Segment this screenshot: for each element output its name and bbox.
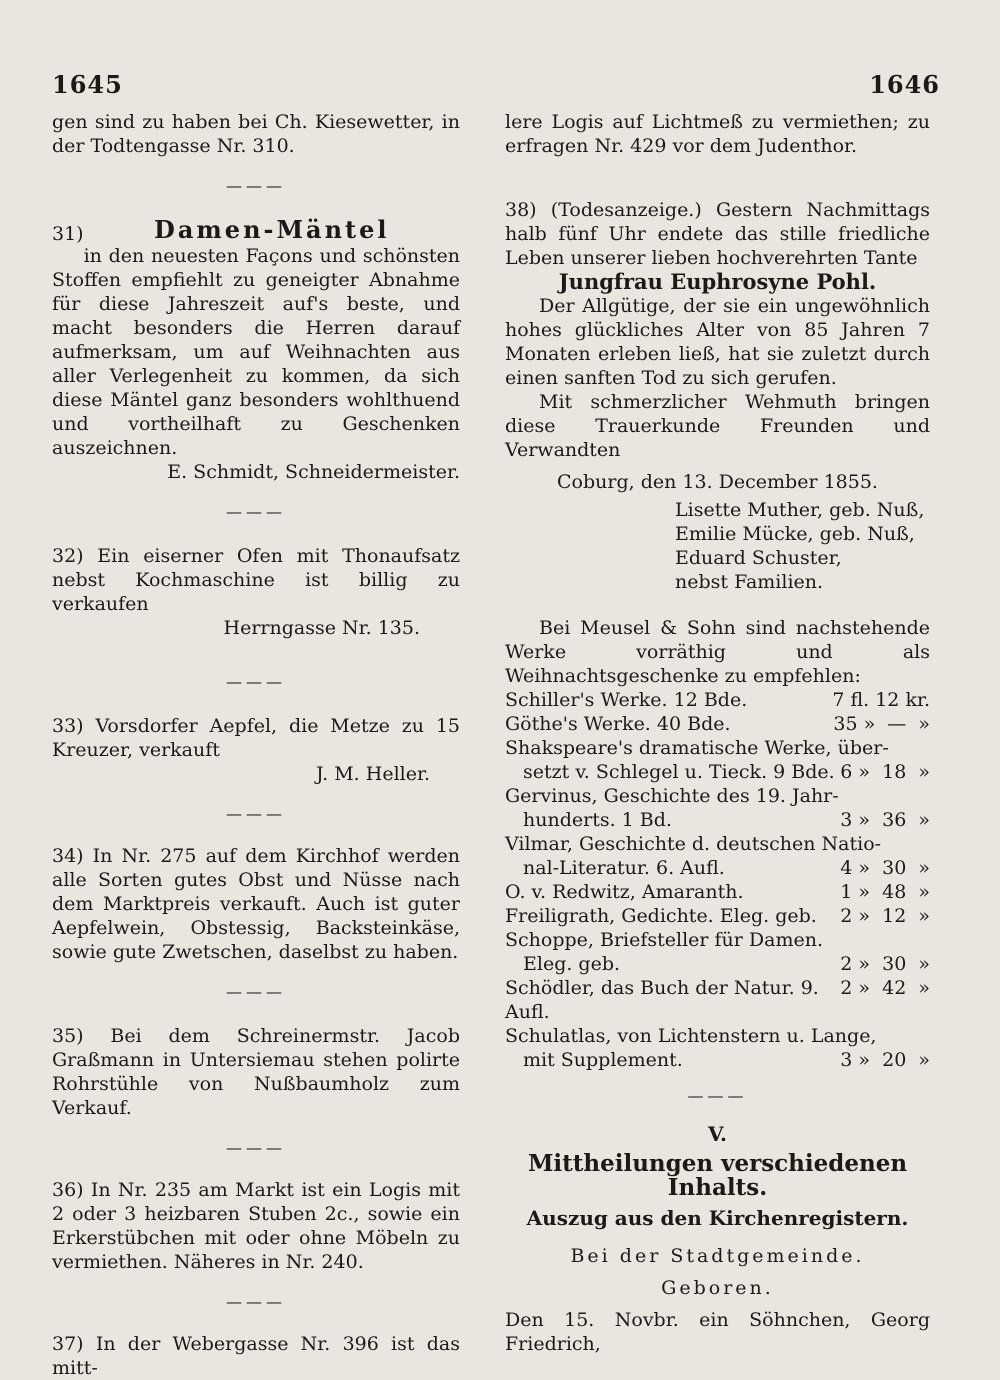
continuation-text: gen sind zu haben bei Ch. Kiesewetter, in der Todtengasse Nr. 310.	[52, 111, 460, 157]
separator: ———	[226, 502, 286, 521]
ad-33	[52, 714, 460, 786]
book-price: 7 fl. 12 kr.	[832, 689, 930, 711]
section-number: V.	[708, 1122, 727, 1146]
book-price: 2 » 42 »	[840, 977, 930, 999]
section-subheading: Auszug aus den Kirchenregistern.	[526, 1206, 909, 1230]
separator: ———	[226, 672, 286, 691]
separator: ———	[226, 1292, 286, 1311]
place-date: Coburg, den 13. December 1855.	[557, 471, 878, 493]
separator: ———	[226, 982, 286, 1001]
book-row	[505, 928, 930, 952]
book-price: 2 » 12 »	[840, 905, 930, 927]
book-row	[505, 1048, 930, 1072]
separator: ———	[687, 1086, 748, 1105]
ad-32	[52, 544, 460, 640]
ad-body: 33) Vorsdorfer Aepfel, die Metze zu 15 Kreuzer, verkauft	[52, 715, 460, 761]
ad-signature: E. Schmidt, Schneidermeister.	[167, 461, 460, 483]
book-title: Shakspeare's dramatische Werke, über-	[505, 737, 889, 759]
book-price: 3 » 20 »	[840, 1049, 930, 1071]
book-row	[505, 976, 930, 1024]
ad-34: 34) In Nr. 275 auf dem Kirchhof werden alle Sorten gutes Obst und Nüsse nach dem Marktpreis verkauft. Auch ist guter Aepfelwein, Obstessig, Backsteinkäse, sowie gute Zwetschen, daselbst zu haben.	[52, 845, 460, 963]
ad-body: 38) (Todesanzeige.) Gestern Nachmittags halb fünf Uhr endete das stille friedliche Leben unserer lieben hochverehrten Tante	[505, 199, 930, 269]
book-list-intro: Bei Meusel & Sohn sind nachstehende Werke vorräthig und als Weihnachtsgeschenke zu empfehlen:	[505, 617, 930, 687]
book-title: Eleg. geb.	[523, 953, 621, 975]
book-title: Göthe's Werke. 40 Bde.	[505, 713, 731, 735]
book-row	[505, 736, 930, 760]
book-price: 6 » 18 »	[840, 761, 930, 783]
ad-35: 35) Bei dem Schreinermstr. Jacob Graßmann in Untersiemau stehen polirte Rohrstühle von Nußbaumholz zum Verkauf.	[52, 1025, 460, 1119]
separator: ———	[226, 804, 286, 823]
book-title: setzt v. Schlegel u. Tieck. 9 Bde.	[523, 761, 835, 783]
separator: ———	[226, 1138, 286, 1157]
ad-36: 36) In Nr. 235 am Markt ist ein Logis mit 2 oder 3 heizbaren Stuben 2c., sowie ein Erkerstübchen mit oder ohne Möbeln zu vermiethen. Näheres in Nr. 240.	[52, 1179, 460, 1273]
book-row	[505, 952, 930, 976]
book-title: hunderts. 1 Bd.	[523, 809, 672, 831]
book-title: Freiligrath, Gedichte. Eleg. geb.	[505, 905, 817, 927]
ad-number: 31)	[52, 223, 84, 245]
ad-body: 32) Ein eiserner Ofen mit Thonaufsatz nebst Kochmaschine ist billig zu verkaufen	[52, 545, 460, 615]
book-row	[505, 784, 930, 808]
left-column	[52, 110, 460, 1380]
book-price: 2 » 30 »	[840, 953, 930, 975]
book-price: 35 » — »	[833, 713, 930, 735]
book-title: Schödler, das Buch der Natur. 9. Aufl.	[505, 977, 819, 1023]
book-row	[505, 856, 930, 880]
separator: ———	[226, 176, 286, 195]
continuation-text: lere Logis auf Lichtmeß zu vermiethen; zu erfragen Nr. 429 vor dem Judenthor.	[505, 111, 930, 157]
ad-body-3: Mit schmerzlicher Wehmuth bringen diese Trauerkunde Freunden und Verwandten	[505, 391, 930, 461]
book-title: Schoppe, Briefsteller für Damen.	[505, 929, 824, 951]
ad-body-2: Der Allgütige, der sie ein ungewöhnlich hohes glückliches Alter von 85 Jahren 7 Monaten erleben ließ, hat sie zuletzt durch einen sanften Tod zu sich gerufen.	[505, 295, 930, 389]
book-row	[505, 1024, 930, 1048]
right-column	[505, 110, 930, 1356]
ad-signature: J. M. Heller.	[316, 763, 430, 785]
signer: Eduard Schuster,	[675, 547, 842, 569]
signer: nebst Familien.	[675, 571, 824, 593]
book-title: Schiller's Werke. 12 Bde.	[505, 689, 748, 711]
book-title: mit Supplement.	[523, 1049, 683, 1071]
book-row	[505, 904, 930, 928]
born-heading: Geboren.	[661, 1277, 774, 1299]
signer: Emilie Mücke, geb. Nuß,	[675, 523, 915, 545]
book-price: 3 » 36 »	[840, 809, 930, 831]
signer: Lisette Muther, geb. Nuß,	[675, 499, 925, 521]
ad-31	[52, 215, 460, 484]
ad-body: in den neuesten Façons und schönsten Stoffen empfiehlt zu geneigter Abnahme für diese Jahreszeit auf's beste, und macht besonders die Herren darauf aufmerksam, um auf Weihnachten aus aller Verlegenheit zu kommen, da sich diese Mäntel ganz besonders wohlthuend und vortheilhaft zu Geschenken auszeichnen.	[52, 245, 460, 459]
ad-title: Damen-Mäntel	[154, 215, 390, 244]
book-row	[505, 760, 930, 784]
page-number-left: 1645	[52, 70, 123, 99]
book-price: 1 » 48 »	[840, 881, 930, 903]
book-title: Schulatlas, von Lichtenstern u. Lange,	[505, 1025, 877, 1047]
register-entry: Den 15. Novbr. ein Söhnchen, Georg Friedrich,	[505, 1309, 930, 1355]
book-title: nal-Literatur. 6. Aufl.	[523, 857, 725, 879]
book-row	[505, 832, 930, 856]
book-list	[505, 616, 930, 1072]
book-row	[505, 880, 930, 904]
book-title: O. v. Redwitz, Amaranth.	[505, 881, 744, 903]
ad-address: Herrngasse Nr. 135.	[223, 617, 420, 639]
book-title: Gervinus, Geschichte des 19. Jahr-	[505, 785, 839, 807]
ad-37: 37) In der Webergasse Nr. 396 ist das mitt-	[52, 1333, 460, 1379]
parish-heading: Bei der Stadtgemeinde.	[570, 1245, 865, 1267]
signers	[505, 498, 930, 594]
section-headline: Mittheilungen verschiedenen Inhalts.	[527, 1150, 908, 1201]
book-row	[505, 808, 930, 832]
deceased-name: Jungfrau Euphrosyne Pohl.	[558, 269, 877, 294]
book-row	[505, 688, 930, 712]
page-number-right: 1646	[869, 70, 940, 99]
book-price: 4 » 30 »	[840, 857, 930, 879]
book-title: Vilmar, Geschichte d. deutschen Natio-	[505, 833, 882, 855]
ad-38	[505, 198, 930, 594]
book-row	[505, 712, 930, 736]
